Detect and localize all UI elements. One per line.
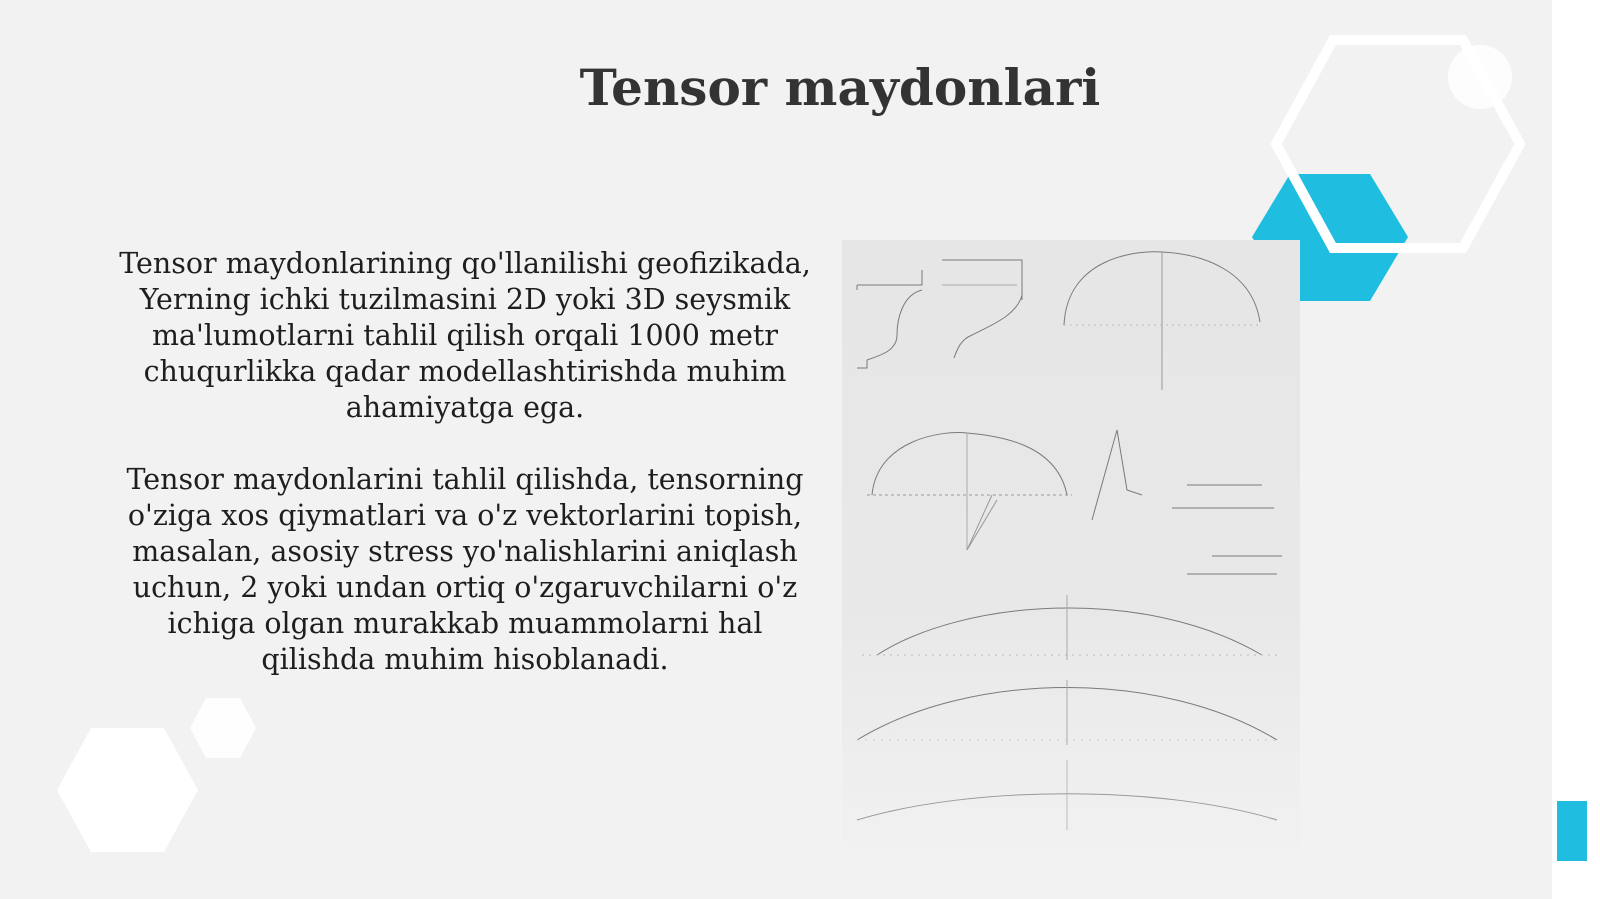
- page-margin: [1552, 0, 1600, 899]
- accent-bar: [1557, 801, 1587, 861]
- body-text: [110, 246, 820, 714]
- page-title: Tensor maydonlari: [579, 58, 1101, 117]
- paragraph: Tensor maydonlarining qo'llanilishi geofizikada, Yerning ichki tuzilmasini 2D yoki 3D seysmik ma'lumotlarni tahlil qilish orqali 1000 metr chuqurlikka qadar modellashtirishda muhim ahamiyatga ega.: [119, 247, 811, 424]
- engineering-curves-illustration: [842, 240, 1300, 850]
- hexagon-white-icon: [55, 725, 200, 855]
- circle-white-icon: [1445, 42, 1515, 112]
- paragraph: Tensor maydonlarini tahlil qilishda, tensorning o'ziga xos qiymatlari va o'z vektorlarini topish, masalan, asosiy stress yo'nalishlarini aniqlash uchun, 2 yoki undan ortiq o'zgaruvchilarni o'z ichiga olgan murakkab muammolarni hal qilishda muhim hisoblanadi.: [126, 463, 804, 676]
